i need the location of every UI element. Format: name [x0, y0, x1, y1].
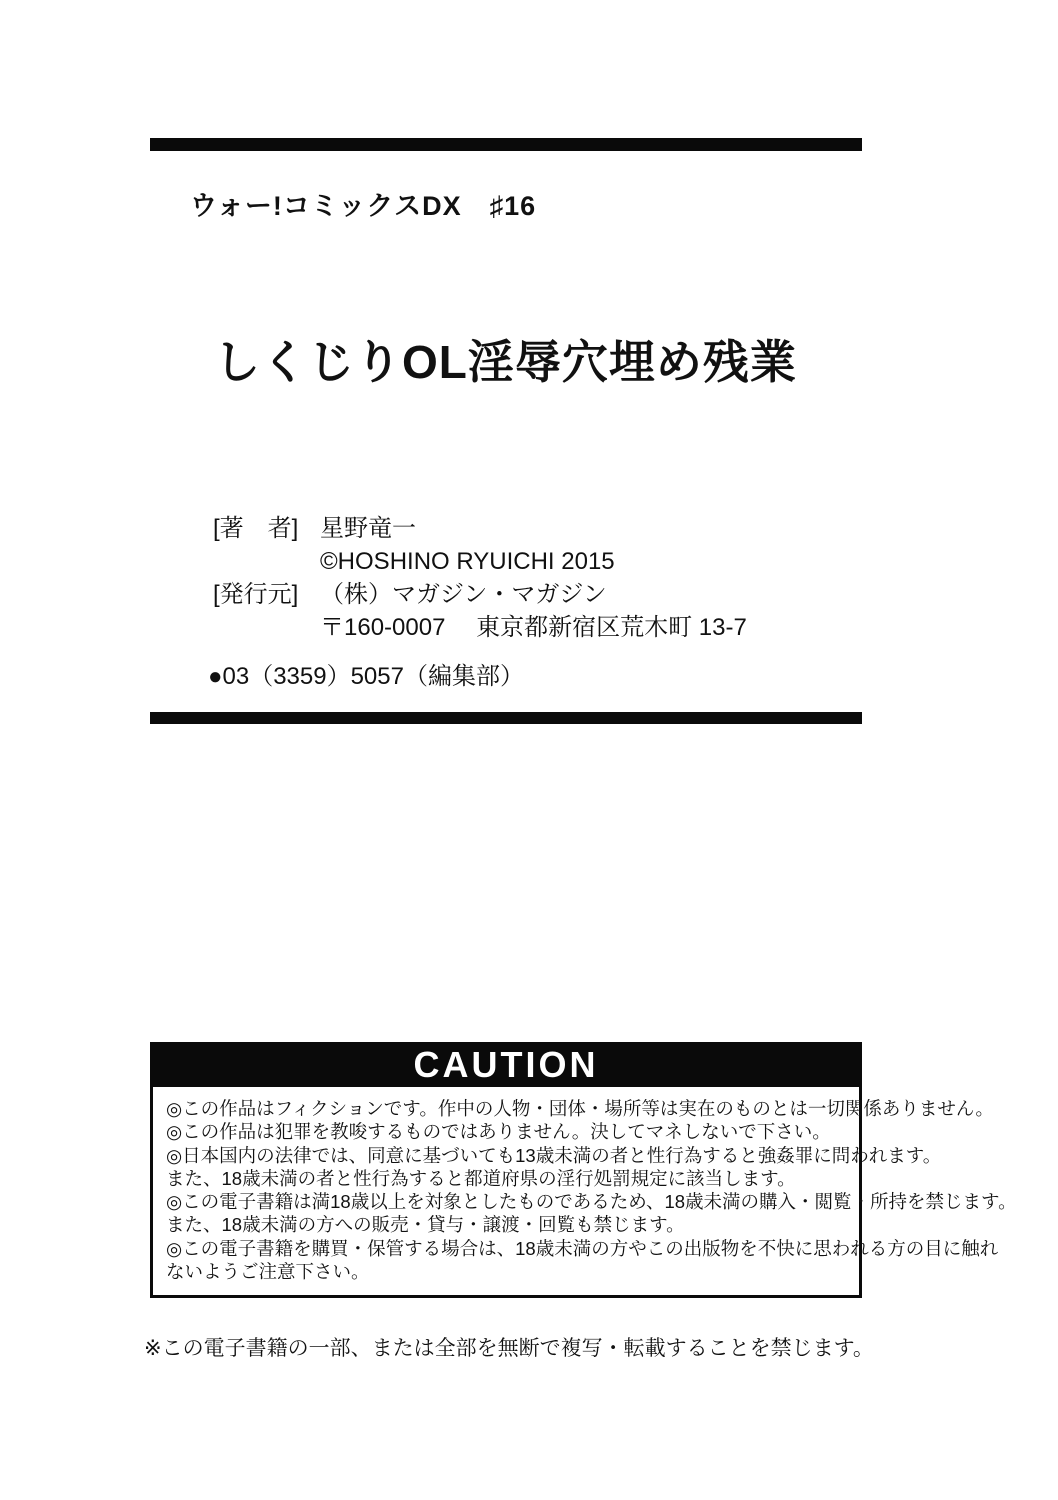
publisher-name: （株）マガジン・マガジン — [320, 581, 607, 608]
divider-bar-bottom — [150, 712, 862, 724]
credits-block — [213, 512, 747, 644]
caution-line: ないようご注意下さい。 — [166, 1261, 370, 1283]
credit-row-author — [213, 512, 747, 545]
caution-line: ◎この電子書籍は満18歳以上を対象としたものであるため、18歳未満の購入・閲覧・所持を禁じます。 — [166, 1191, 1017, 1213]
book-title: しくじりOL淫辱穴埋め残業 — [214, 336, 797, 388]
series-label: ウォー!コミックスDX ♯16 — [190, 191, 537, 221]
credit-label-publisher: [発行元] — [213, 581, 299, 608]
credit-row-publisher — [213, 578, 747, 611]
caution-line: ◎日本国内の法律では、同意に基づいても13歳未満の者と性行為すると強姦罪に問われます。 — [166, 1144, 942, 1166]
caution-line: ◎この作品はフィクションです。作中の人物・団体・場所等は実在のものとは一切関係ありません。 — [166, 1098, 994, 1119]
editorial-phone-line: ●03（3359）5057（編集部） — [208, 663, 524, 690]
credit-label-author: [著 者] — [213, 515, 299, 542]
caution-header: CAUTION — [150, 1042, 862, 1087]
caution-line: また、18歳未満の者と性行為すると都道府県の淫行処罰規定に該当します。 — [166, 1167, 796, 1189]
caution-body — [150, 1087, 1017, 1298]
publisher-address: 〒160-0007 東京都新宿区荒木町 13-7 — [320, 614, 747, 641]
copyright-line: ©HOSHINO RYUICHI 2015 — [320, 548, 615, 575]
caution-line: ◎この電子書籍を購買・保管する場合は、18歳未満の方やこの出版物を不快に思われる方の目に触れ — [166, 1237, 999, 1259]
caution-box — [150, 1042, 1017, 1298]
author-name: 星野竜一 — [320, 515, 416, 542]
credit-row-copyright — [213, 545, 747, 578]
credit-label-empty-1 — [213, 545, 320, 578]
credit-row-address — [213, 611, 747, 644]
caution-line: また、18歳未満の方への販売・貸与・譲渡・回覧も禁じます。 — [166, 1214, 685, 1236]
copy-prohibition-note: ※この電子書籍の一部、または全部を無断で複写・転載することを禁じます。 — [144, 1337, 874, 1360]
credit-label-empty-2 — [213, 611, 320, 644]
divider-bar-top — [150, 138, 862, 151]
caution-line: ◎この作品は犯罪を教唆するものではありません。決してマネしないで下さい。 — [166, 1121, 831, 1143]
